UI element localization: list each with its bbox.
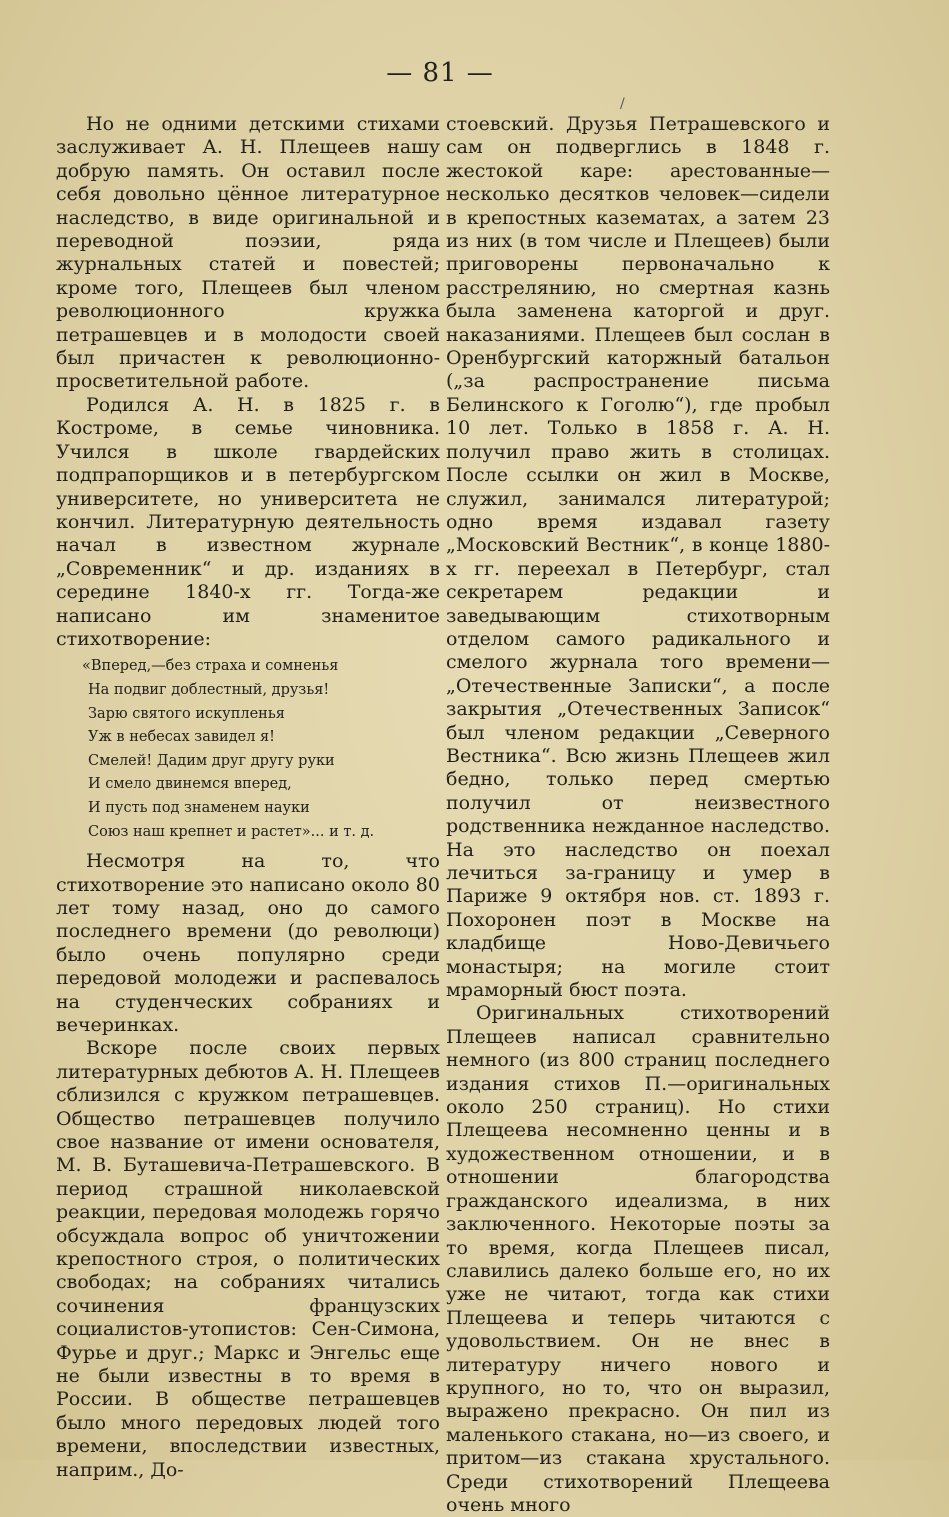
right-column xyxy=(446,113,830,1517)
stray-mark: / xyxy=(620,96,625,112)
poem-line: И смело двинемся вперед, xyxy=(88,776,292,793)
poem-line: Зарю святого искупленья xyxy=(88,705,285,722)
poem-line: Союз наш крепнет и растет»... и т. д. xyxy=(88,823,375,840)
page-number: — 81 — xyxy=(386,58,494,88)
poem xyxy=(76,655,440,844)
left-column xyxy=(56,113,440,1482)
paragraph: Оригинальных стихотворений Плещеев написал сравнительно немного (из 800 страниц последнего издания стихов П.—оригинальных около 250 страниц). Но стихи Плещеева несомненно ценны и в художественном отношении, и в отношении благородства гражданского идеализма, в них заключенного. Некоторые поэты за то время, когда Плещеев писал, славились далеко больше его, но их уже не читают, тогда как стихи Плещеева и теперь читаются с удовольствием. Он не внес в литературу ничего нового и крупного, но то, что он выразил, выражено прекрасно. Он пил из маленького стакана, но—из своего, и притом—из стакана хрустального. Среди стихотворений Плещеева очень много xyxy=(446,1002,830,1516)
paragraph: Родился А. Н. в 1825 г. в Костроме, в семье чиновника. Учился в школе гвардейских подпрапорщиков и в петербургском университете, но университета не кончил. Литературную деятельность начал в известном журнале „Современник“ и др. изданиях в середине 1840-х гг. Тогда-же написано им знаменитое стихотворение: xyxy=(56,393,440,650)
paragraph: Несмотря на то, что стихотворение это написано около 80 лет тому назад, оно до самого последнего времени (до революци) было очень популярно среди передовой молодежи и распевалось на студенческих собраниях и вечеринках. xyxy=(56,850,440,1036)
poem-line: «Вперед,—без страха и сомненья xyxy=(82,658,339,675)
poem-line: На подвиг доблестный, друзья! xyxy=(88,681,330,698)
poem-line: И пусть под знаменем науки xyxy=(88,799,310,816)
paragraph: Вскоре после своих первых литературных дебютов А. Н. Плещеев сблизился с кружком петрашевцев. Общество петрашевцев получило свое название от имени основателя, М. В. Буташевича-Петрашевского. В период страшной николаевской реакции, передовая молодежь горячо обсуждала вопрос об уничтожении крепостного строя, о политических свободах; на собраниях читались сочинения французских социалистов-утопистов: Сен-Симона, Фурье и друг.; Маркс и Энгельс еще не были известны в то время в России. В обществе петрашевцев было много передовых людей того времени, впоследствии известных, наприм., До- xyxy=(56,1037,440,1481)
paragraph: стоевский. Друзья Петрашевского и сам он подверглись в 1848 г. жестокой каре: арестованные—несколько десятков человек—сидели в крепостных казематах, а затем 23 из них (в том числе и Плещеев) были приговорены первоначально к расстрелянию, но смертная казнь была заменена каторгой и друг. наказаниями. Плещеев был сослан в Оренбургский каторжный батальон („за распространение письма Белинского к Гоголю“), где пробыл 10 лет. Только в 1858 г. А. Н. получил право жить в столицах. После ссылки он жил в Москве, служил, занимался литературой; одно время издавал газету „Московский Вестник“, в конце 1880-х гг. переехал в Петербург, стал секретарем редакции и заведывающим стихотворным отделом самого радикального и смелого журнала того времени—„Отечественные Записки“, а после закрытия „Отечественных Записок“ был членом редакции „Северного Вестника“. Всю жизнь Плещеев жил бедно, только перед смертью получил от неизвестного родственника нежданное наследство. На это наследство он поехал лечиться за-границу и умер в Париже 9 октября нов. ст. 1893 г. Похоронен поэт в Москве на кладбище Ново-Девичьего монастыря; на могиле стоит мраморный бюст поэта. xyxy=(446,113,830,1002)
poem-line: Уж в небесах завидел я! xyxy=(88,729,275,746)
paragraph: Но не одними детскими стихами заслуживает А. Н. Плещеев нашу добрую память. Он оставил после себя довольно цённое литературное наследство, в виде оригинальной и переводной поэзии, ряда журнальных статей и повестей; кроме того, Плещеев был членом революционного кружка петрашевцев и в молодости своей был причастен к революционно-просветительной работе. xyxy=(56,113,440,393)
poem-line: Смелей! Дадим друг другу руки xyxy=(88,752,335,769)
